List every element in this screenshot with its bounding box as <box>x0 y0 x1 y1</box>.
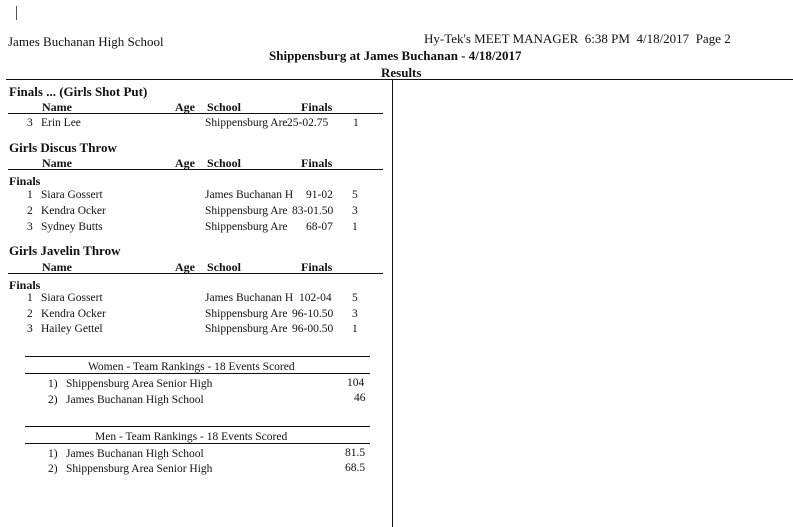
table-rule <box>8 113 383 114</box>
athlete-school: Shippensburg Are <box>205 308 288 320</box>
athlete-points: 3 <box>352 205 358 217</box>
ranking-place: 1) <box>48 378 58 390</box>
place: 1 <box>27 292 33 304</box>
meet-title: Shippensburg at James Buchanan - 4/18/2017 <box>269 48 522 63</box>
software-name: Hy-Tek's MEET MANAGER <box>424 31 579 46</box>
col-age: Age <box>175 156 195 170</box>
ranking-score: 46 <box>354 392 366 404</box>
athlete-name: Kendra Ocker <box>41 308 106 320</box>
col-age: Age <box>175 260 195 274</box>
athlete-points: 3 <box>352 308 358 320</box>
page-number: Page 2 <box>695 31 731 46</box>
athlete-name: Erin Lee <box>41 117 81 129</box>
athlete-points: 1 <box>353 117 359 129</box>
ranking-team: James Buchanan High School <box>66 394 204 406</box>
place: 3 <box>27 221 33 233</box>
col-school: School <box>207 100 242 114</box>
place: 2 <box>27 205 33 217</box>
col-name: Name <box>42 260 72 274</box>
column-divider <box>392 79 393 527</box>
athlete-points: 5 <box>352 189 358 201</box>
col-name: Name <box>42 156 72 170</box>
scan-mark <box>16 6 17 20</box>
athlete-mark: 91-02 <box>306 189 333 201</box>
athlete-mark: 83-01.50 <box>292 205 334 217</box>
athlete-school: James Buchanan H <box>205 292 294 304</box>
athlete-points: 5 <box>352 292 358 304</box>
round-label: Finals <box>9 278 41 292</box>
ranking-top-rule <box>25 426 370 427</box>
event-title: Girls Discus Throw <box>9 140 117 155</box>
athlete-school: Shippensburg Are <box>205 221 288 233</box>
athlete-school: James Buchanan H <box>205 189 294 201</box>
athlete-name: Kendra Ocker <box>41 205 106 217</box>
table-rule <box>8 169 383 170</box>
ranking-score: 68.5 <box>345 462 366 474</box>
athlete-name: Hailey Gettel <box>41 323 103 335</box>
print-date: 4/18/2017 <box>636 31 690 46</box>
col-age: Age <box>175 100 195 114</box>
ranking-title: Women - Team Rankings - 18 Events Scored <box>88 361 295 373</box>
athlete-points: 1 <box>352 221 358 233</box>
ranking-place: 2) <box>48 463 58 475</box>
ranking-rule <box>25 443 370 444</box>
col-school: School <box>207 156 242 170</box>
athlete-points: 1 <box>352 323 358 335</box>
athlete-school: Shippensburg Are <box>205 205 288 217</box>
col-school: School <box>207 260 242 274</box>
event-title: Finals ... (Girls Shot Put) <box>9 84 148 99</box>
ranking-score: 104 <box>347 377 365 389</box>
athlete-mark: 96-00.50 <box>292 323 334 335</box>
athlete-mark: 68-07 <box>306 221 333 233</box>
event-title: Girls Javelin Throw <box>9 243 121 258</box>
athlete-name: Siara Gossert <box>41 189 103 201</box>
col-finals: Finals <box>301 156 333 170</box>
ranking-rule <box>25 373 370 374</box>
table-rule <box>8 273 383 274</box>
ranking-place: 2) <box>48 394 58 406</box>
athlete-name: Sydney Butts <box>41 221 103 233</box>
header-school: James Buchanan High School <box>8 34 164 49</box>
ranking-place: 1) <box>48 448 58 460</box>
ranking-top-rule <box>25 356 370 357</box>
col-name: Name <box>42 100 72 114</box>
col-finals: Finals <box>301 100 333 114</box>
athlete-mark: 25-02.75 <box>287 117 329 129</box>
print-time: 6:38 PM <box>584 31 630 46</box>
ranking-score: 81.5 <box>345 447 366 459</box>
col-finals: Finals <box>301 260 333 274</box>
ranking-title: Men - Team Rankings - 18 Events Scored <box>95 431 288 443</box>
place: 1 <box>27 189 33 201</box>
ranking-team: Shippensburg Area Senior High <box>66 463 213 475</box>
ranking-team: James Buchanan High School <box>66 448 204 460</box>
athlete-school: Shippensburg Are <box>205 323 288 335</box>
place: 3 <box>27 117 33 129</box>
results-label: Results <box>381 65 422 80</box>
athlete-name: Siara Gossert <box>41 292 103 304</box>
round-label: Finals <box>9 174 41 188</box>
place: 3 <box>27 323 33 335</box>
athlete-school: Shippensburg Are <box>205 117 288 129</box>
place: 2 <box>27 308 33 320</box>
ranking-team: Shippensburg Area Senior High <box>66 378 213 390</box>
header-meet-manager <box>424 31 731 46</box>
athlete-mark: 102-04 <box>299 292 332 304</box>
athlete-mark: 96-10.50 <box>292 308 334 320</box>
header-rule <box>6 79 793 80</box>
